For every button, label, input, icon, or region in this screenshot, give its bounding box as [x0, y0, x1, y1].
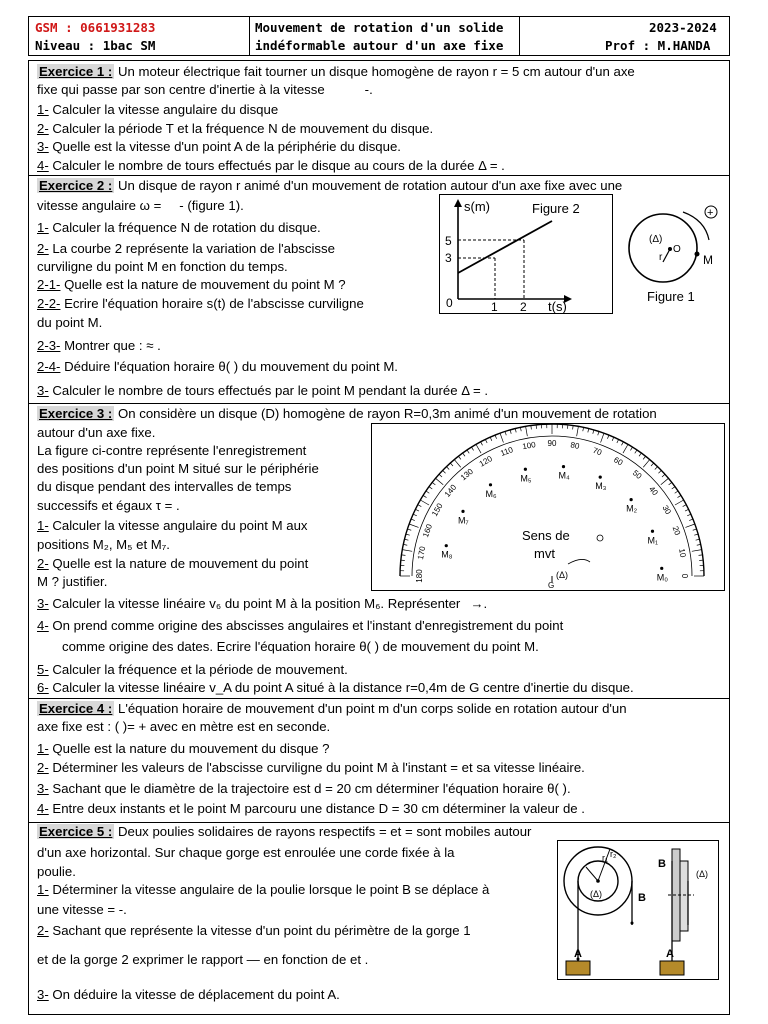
svg-text:A: A	[666, 948, 674, 960]
position-point	[599, 476, 602, 479]
protractor-tick	[583, 427, 584, 431]
protractor-tick	[454, 460, 460, 468]
protractor-tick	[429, 487, 432, 489]
protractor-tick	[413, 514, 417, 516]
teacher-name: Prof : M.HANDA	[605, 38, 711, 53]
protractor-tick	[639, 453, 641, 456]
protractor-tick	[687, 514, 691, 516]
protractor-label: 10	[677, 547, 688, 559]
position-point	[651, 530, 654, 533]
protractor-label: 30	[660, 503, 673, 516]
figure-2-title: Figure 2	[532, 201, 580, 216]
position-point-label: M₁	[647, 535, 659, 546]
sens-label-line1: Sens de	[522, 528, 570, 543]
protractor-tick	[426, 491, 429, 493]
exercise-1-title: Exercice 1 :	[39, 64, 113, 79]
protractor-tick	[630, 447, 632, 450]
position-point-label: M₅	[520, 473, 532, 484]
position-point	[445, 544, 448, 547]
exercise-2-title: Exercice 2 :	[39, 178, 113, 193]
protractor-tick	[411, 519, 415, 520]
pulley-figure	[557, 840, 719, 980]
graph-ylabel: s(m)	[464, 199, 490, 214]
exercise-sheet: Exercice 1 : Un moteur électrique fait tourner un disque homogène de rayon r = 5 cm autour d'un axe fixe qui passe par son centre d'inertie à la vitesse -. 1- Calculer la vitesse angulaire du disque 2- Calculer la période T et la fréquence N de mouvement du disque. 3- Quelle est la vitesse d'un point A de la périphérie du disque. 4- Calculer le nombre de tours effectués par le disque au cours de la durée Δ = . Exercice 2 : Un disque de rayon r animé d'un mouvement de rotation autour d'un axe fixe avec une vitesse angulaire ω = - (figure 1). 1- Calculer la fréquence N de rotation du disque. 2- La courbe 2 représente la variation de l'abscisse curviligne du point M en fonction du temps. 2-1- Quelle est la nature de mouvement du point M ? 2-2- Ecrire l'équation horaire s(t) de l'abscisse curviligne du point M. 2-3- Montrer que : ≈ . 2-4- Déduire l'équation horaire θ( ) du mouvement du point M. 3- Calculer le nombre de tours effectués par le point M pendant la durée Δ = . s(m) Figure 2 5 3 0 1 2 t(s) + (Δ) O r M Figure 1 Exercice 3 : On considère un disque (D) homogène de rayon R=0,3m animé d'un mouvement de rotation autour d'un axe fixe. La figure ci-contre représente l'enregistrement des positions d'un point M situé sur le périphérie du disque pendant des intervalles de temps successifs et égaux τ = . 1- Calculer la vitesse angulaire du point M aux positions M₂, M₅ et M₇. 2- Quelle est la nature de mouvement du point M ? justifier. 3- Calculer la vitesse linéaire v₆ du point M à la position M₆. Représenter →. 4- On prend comme origine des abscisses angulaires et l'instant d'enregistrement du point comme origine des dates. Ecrire l'équation horaire θ( ) de mouvement du point M. 5- Calculer la fréquence et la période de mouvement. 6- Calculer la vitesse linéaire v_A du point A situé à la distance r=0,4m de G centre d'inertie du disque. 0 10 20 30 40 50 60 70 80 90 100 110 120 130 140 150 160 170 180 M₀ M₁ M₂ M₃ M₄ M₅ M₆ M₇ M₈ Sens de mvt (Δ) G Exercice 4 : L'équation horaire de mouvement d'un point m d'un corps solide en rotation autour d'un axe fixe est : ( )= + avec en mètre est en seconde. 1- Quelle est la nature du mouvement du disque ? 2- Déterminer les valeurs de l'abscisse curviligne du point M à l'instant = et sa vitesse linéaire. 3- Sachant que le diamètre de la trajectoire est d = 20 cm déterminer l'équation horaire θ( ). 4- Entre deux instants et le point M parcouru une distance D = 30 cm déterminer la valeur de . Exercice 5 : Deux poulies solidaires de rayons respectifs = et = sont mobiles autour d'un axe horizontal. Sur chaque gorge est enroulée une corde fixée à la poulie. 1- Déterminer la vitesse angulaire de la poulie lorsque le point B se déplace à une vitesse = -. 2- Sachant que représente la vitesse d'un point du périmètre de la gorge 1 et de la gorge 2 exprimer le rapport — en fonction de et . 3- On déduire la vitesse de déplacement du point A. r₁ r₂ (Δ) (Δ) A B B A	[28, 60, 730, 1015]
protractor-tick	[685, 524, 694, 527]
protractor-label: 140	[442, 482, 459, 499]
protractor-tick	[662, 474, 665, 477]
s-vs-t-graph	[440, 195, 612, 313]
protractor-tick	[505, 431, 506, 435]
axis-label: (Δ)	[556, 570, 569, 580]
protractor-tick	[655, 467, 658, 470]
svg-text:r₂: r₂	[610, 849, 617, 859]
page-header	[28, 16, 730, 56]
class-level: Niveau : 1bac SM	[35, 38, 156, 53]
svg-text:r: r	[659, 252, 663, 263]
svg-text:(Δ): (Δ)	[590, 889, 603, 899]
protractor-tick	[689, 519, 693, 520]
protractor-label: 100	[521, 440, 537, 452]
protractor-tick	[423, 495, 426, 497]
position-point-label: M₄	[558, 470, 570, 481]
protractor-tick	[436, 478, 444, 484]
protractor-tick	[694, 534, 698, 535]
svg-text:+: +	[707, 207, 714, 219]
protractor-tick	[439, 474, 442, 477]
protractor-tick	[598, 431, 599, 435]
protractor-label: 180	[415, 569, 425, 583]
center-label: G	[548, 581, 555, 590]
position-point-label: M₆	[485, 488, 497, 499]
protractor-tick	[623, 444, 628, 453]
position-point-label: M₃	[595, 481, 607, 492]
protractor-tick	[407, 529, 411, 530]
protractor-label: 40	[647, 484, 660, 498]
position-point	[562, 465, 565, 468]
protractor-tick	[415, 509, 419, 511]
svg-text:2: 2	[520, 300, 527, 313]
protractor-tick	[675, 491, 678, 493]
protractor-tick	[697, 544, 701, 545]
protractor-label: 20	[670, 524, 683, 537]
graph-xlabel: t(s)	[548, 299, 567, 313]
position-point	[630, 498, 633, 501]
protractor-label: 130	[458, 466, 475, 483]
protractor-tick	[692, 550, 702, 552]
protractor-tick	[485, 439, 487, 443]
phone-number: GSM : 0661931283	[35, 20, 156, 35]
protractor-label: 110	[499, 445, 515, 459]
protractor-tick	[658, 470, 661, 473]
protractor-tick	[520, 427, 521, 431]
svg-text:3: 3	[445, 251, 452, 265]
svg-text:0: 0	[446, 296, 453, 310]
protractor-label: 150	[430, 501, 445, 518]
svg-text:B: B	[638, 892, 646, 904]
svg-text:1: 1	[491, 300, 498, 313]
svg-text:r₁: r₁	[602, 853, 609, 863]
protractor-tick	[471, 447, 473, 450]
protractor-tick	[675, 500, 684, 505]
protractor-label: 160	[421, 522, 435, 539]
position-point-label: M₂	[626, 503, 638, 514]
protractor-tick	[495, 435, 496, 439]
protractor-tick	[467, 450, 469, 453]
protractor-tick	[683, 505, 687, 507]
figure-1-title: Figure 1	[647, 289, 695, 304]
doc-title-line2: indéformable autour d'un axe fixe	[255, 38, 504, 53]
protractor-tick	[672, 487, 675, 489]
protractor-label: 90	[547, 439, 557, 449]
doc-title-line1: Mouvement de rotation d'un solide	[255, 20, 504, 35]
protractor-tick	[678, 495, 681, 497]
position-point-label: M₇	[458, 515, 469, 526]
protractor-tick	[458, 456, 460, 459]
protractor-tick	[446, 467, 449, 470]
protractor-label: 60	[612, 455, 625, 468]
protractor-tick	[612, 437, 614, 441]
protractor-tick	[403, 544, 407, 545]
svg-text:O: O	[673, 244, 681, 255]
protractor-tick	[635, 450, 637, 453]
svg-text:5: 5	[445, 234, 452, 248]
protractor-label: 170	[416, 545, 428, 561]
protractor-tick	[685, 509, 689, 511]
sens-label-line2: mvt	[534, 546, 555, 561]
protractor-tick	[593, 430, 594, 434]
protractor-tick	[651, 463, 654, 466]
protractor-tick	[515, 429, 516, 433]
protractor-tick	[476, 444, 481, 453]
protractor-tick	[669, 482, 672, 484]
protractor-tick	[588, 429, 589, 433]
protractor-tick	[577, 426, 579, 436]
protractor-tick	[409, 524, 418, 527]
position-point	[660, 567, 663, 570]
protractor-tick	[432, 482, 435, 484]
protractor-tick	[405, 539, 409, 540]
exercise-3-title: Exercice 3 :	[39, 406, 113, 421]
protractor-label: 80	[569, 440, 581, 451]
position-point	[461, 510, 464, 513]
protractor-tick	[510, 430, 511, 434]
protractor-tick	[526, 426, 528, 436]
protractor-tick	[418, 505, 422, 507]
svg-text:A: A	[574, 948, 582, 960]
svg-text:(Δ): (Δ)	[696, 869, 709, 879]
svg-text:B: B	[658, 858, 666, 870]
school-year: 2023-2024	[649, 20, 717, 35]
protractor-tick	[601, 433, 604, 442]
protractor-tick	[420, 500, 429, 505]
protractor-label: 50	[630, 468, 644, 481]
protractor-tick	[450, 463, 453, 466]
svg-text:(Δ): (Δ)	[649, 234, 663, 245]
position-point	[489, 483, 492, 486]
svg-text:M: M	[703, 253, 713, 267]
protractor-tick	[490, 437, 492, 441]
protractor-tick	[617, 439, 619, 443]
exercise-4-title: Exercice 4 :	[39, 701, 113, 716]
figure-1-disk	[613, 194, 729, 314]
position-point	[524, 468, 527, 471]
protractor-tick	[406, 534, 410, 535]
protractor-tick	[696, 539, 700, 540]
protractor-tick	[500, 433, 503, 442]
protractor-tick	[481, 442, 483, 446]
figure-2-graph	[439, 194, 613, 314]
protractor-label: 70	[591, 445, 604, 458]
protractor-label: 0	[679, 573, 689, 579]
protractor-tick	[643, 456, 645, 459]
protractor-tick	[643, 460, 649, 468]
protractor-tick	[693, 529, 697, 530]
protractor-tick	[402, 550, 412, 552]
protractor-tick	[621, 442, 623, 446]
protractor-tick	[443, 470, 446, 473]
position-point-label: M₈	[441, 549, 453, 560]
protractor-tick	[463, 453, 465, 456]
protractor-label: 120	[477, 454, 494, 469]
protractor-tick	[607, 435, 608, 439]
exercise-5-title: Exercice 5 :	[39, 824, 113, 839]
protractor-tick	[661, 478, 669, 484]
position-point-label: M₀	[656, 572, 668, 583]
protractor-figure	[371, 423, 725, 591]
